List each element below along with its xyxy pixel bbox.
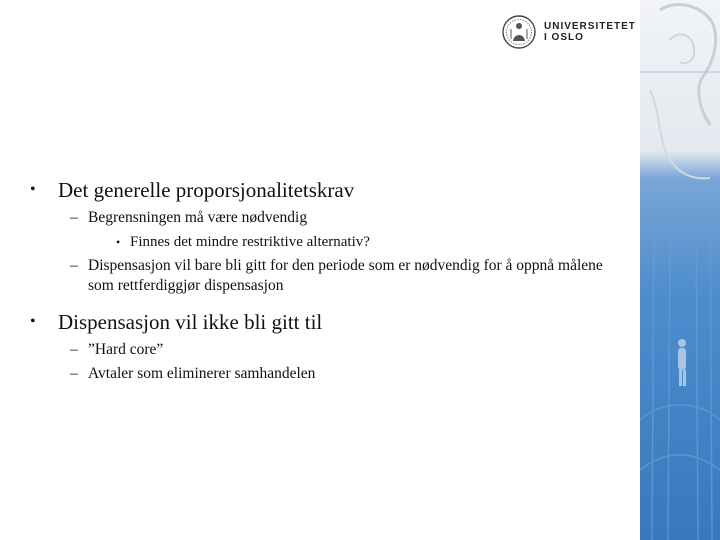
bullet-dot: • [30,313,36,330]
university-name-line1: UNIVERSITETET [544,21,636,32]
bullet-level2 [30,340,630,360]
bullet-level3 [30,232,630,252]
bullet-level1 [30,308,630,336]
university-logo [502,14,636,50]
bullet-dash: – [70,209,78,226]
university-name-line2: I OSLO [544,32,584,43]
bullet-dash: – [70,365,78,382]
bullet-text: ”Hard core” [88,341,164,358]
bullet-level2 [30,256,630,296]
side-decoration-band [640,0,720,540]
university-name [544,21,636,43]
bullet-text: Finnes det mindre restriktive alternativ? [130,234,370,250]
bullet-dot: • [116,235,121,249]
statue-artwork [640,0,720,540]
bullet-dash: – [70,341,78,358]
bullet-text: Begrensningen må være nødvendig [88,209,308,226]
bullet-level1 [30,176,630,204]
university-seal-icon [502,15,536,49]
bullet-dot: • [30,181,36,198]
bullet-text: Det generelle proporsjonalitetskrav [58,178,355,202]
bullet-level2 [30,208,630,228]
bullet-dash: – [70,257,78,274]
bullet-level2 [30,364,630,384]
slide-body [30,176,630,384]
bullet-text: Avtaler som eliminerer samhandelen [88,365,316,382]
bullet-text: Dispensasjon vil bare bli gitt for den periode som er nødvendig for å oppnå målene som rettferdiggjør dispensasjon [88,257,603,294]
bullet-text: Dispensasjon vil ikke bli gitt til [58,310,323,334]
